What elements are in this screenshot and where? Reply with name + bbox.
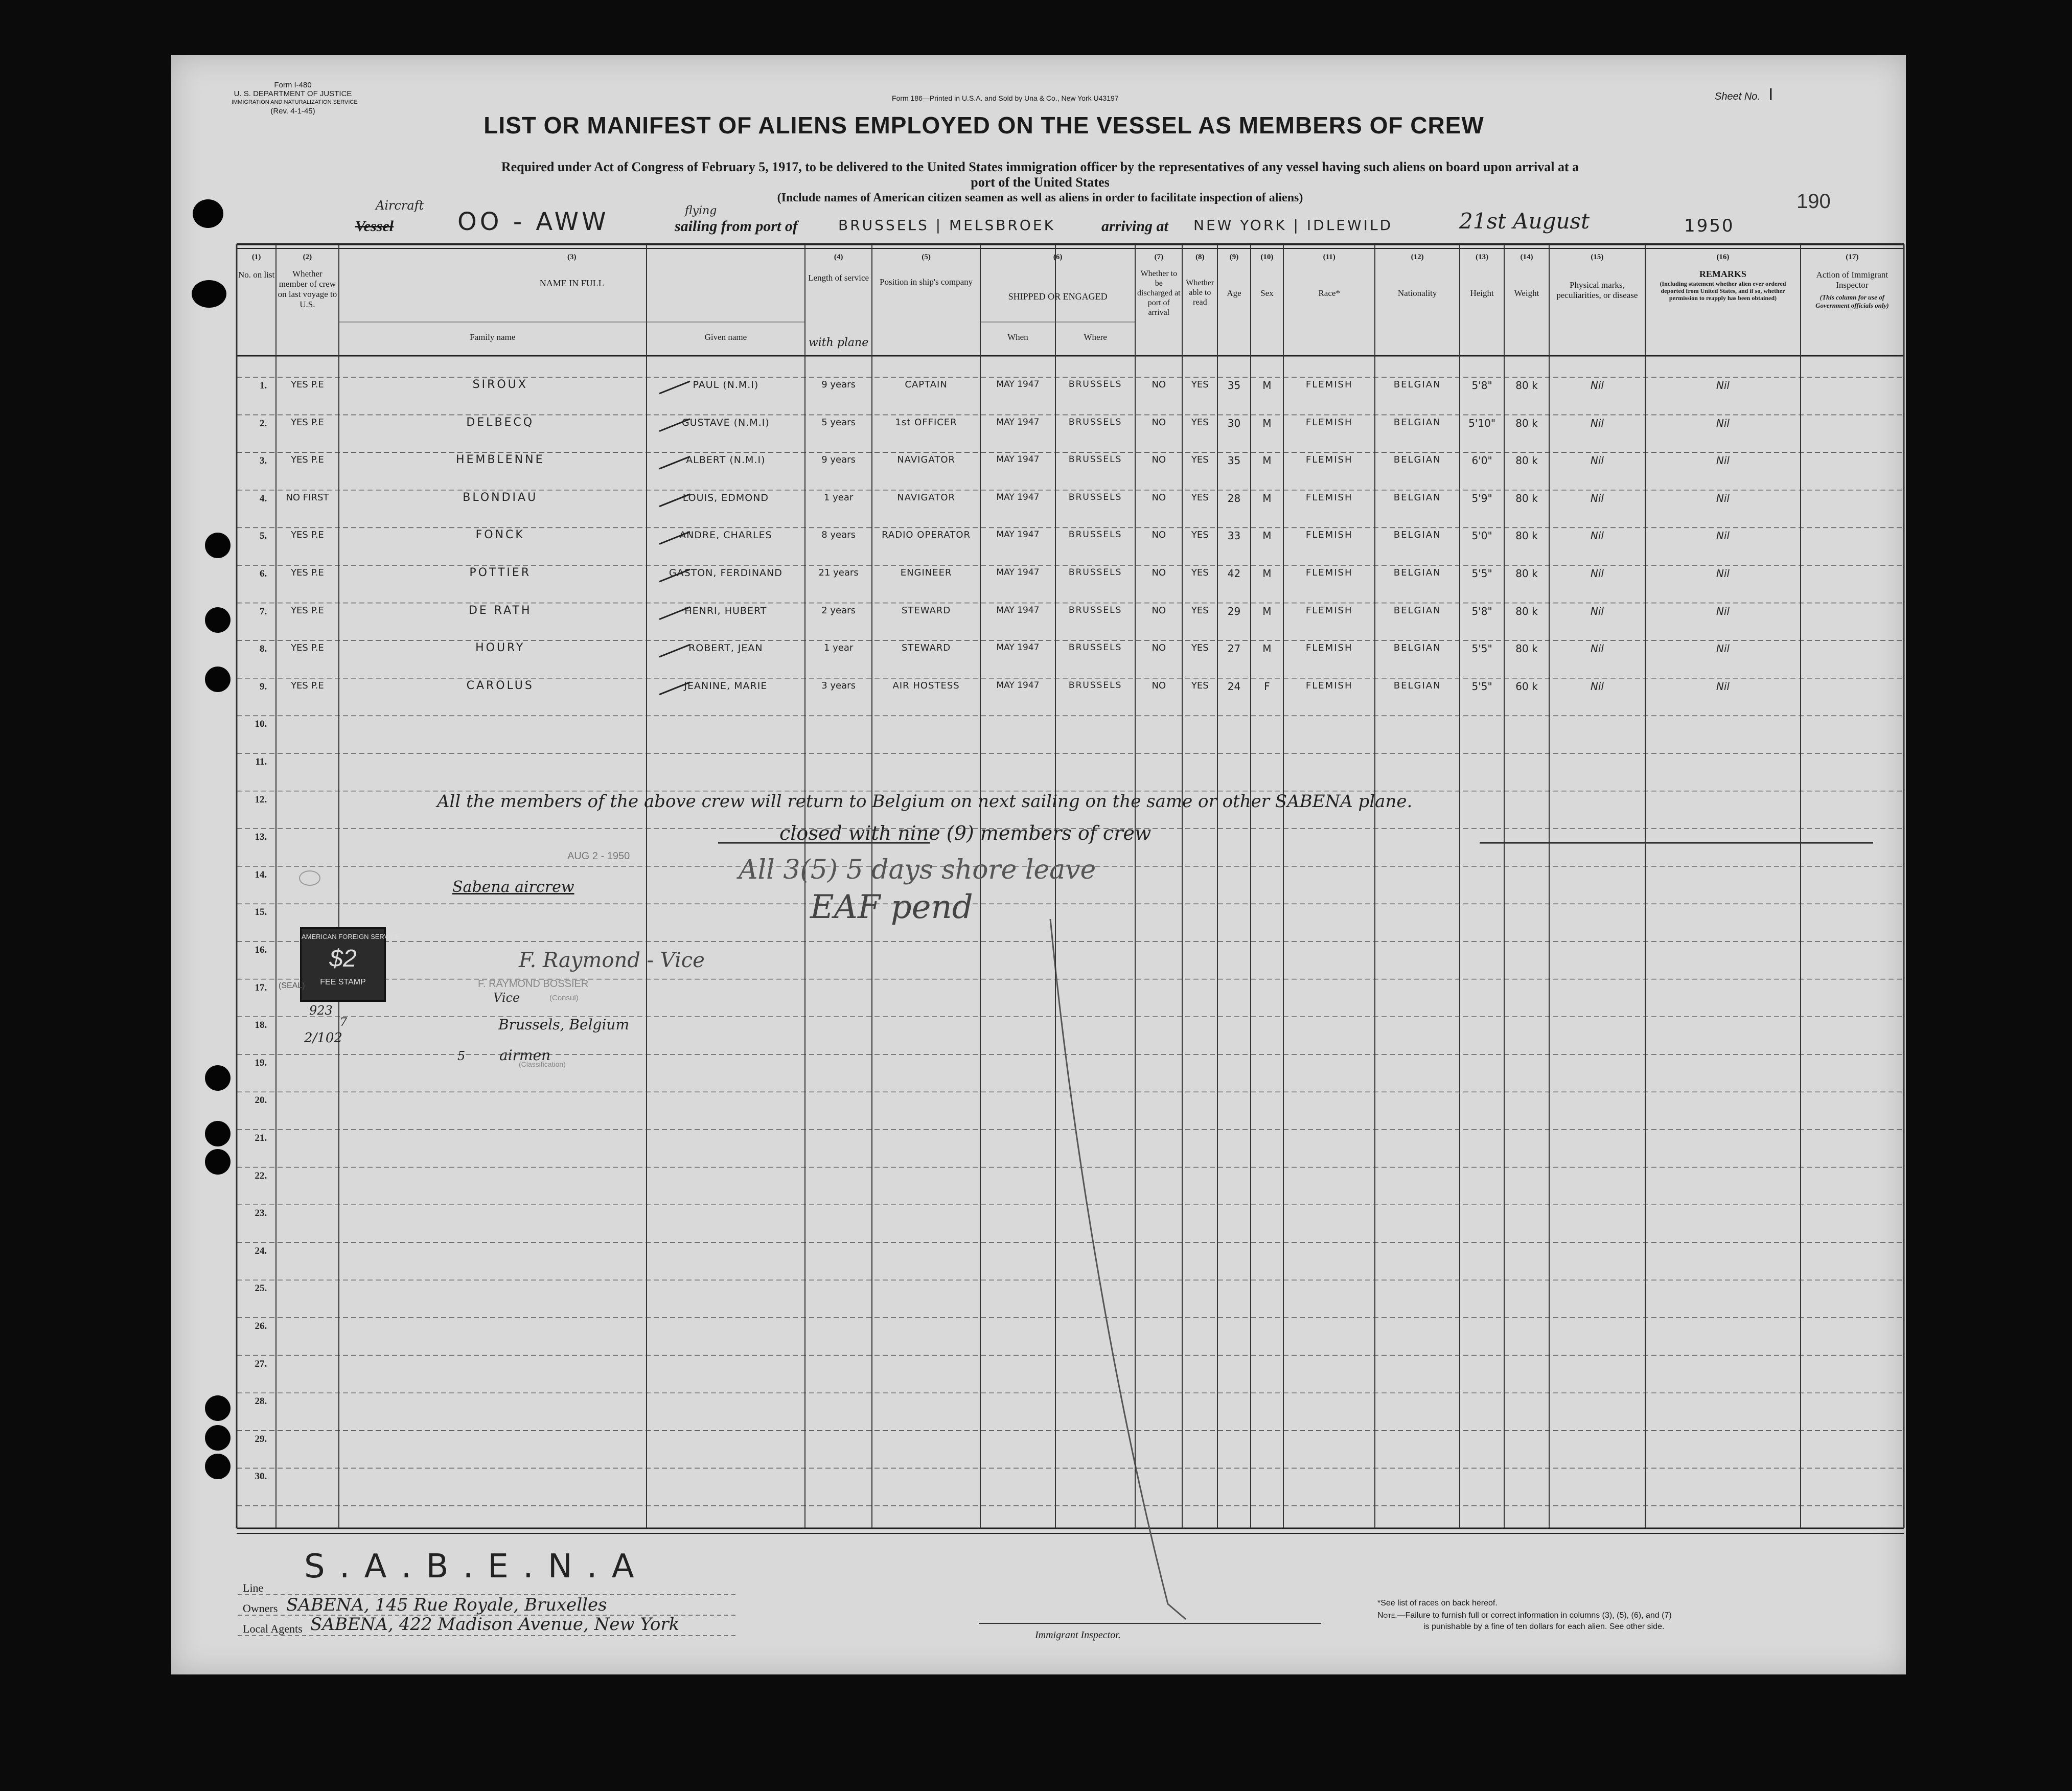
cell-race: FLEMISH [1305, 492, 1353, 503]
cell-age: 35 [1227, 454, 1241, 467]
cell-remarks: Nil [1716, 454, 1730, 467]
cell-length-service: 8 years [821, 530, 856, 541]
cell-nationality: BELGIAN [1393, 567, 1441, 578]
row-number: 23. [255, 1208, 267, 1219]
cell-race: FLEMISH [1305, 454, 1353, 466]
page-title: LIST OR MANIFEST OF ALIENS EMPLOYED ON THE VESSEL AS MEMBERS OF CREW [484, 112, 1484, 139]
cell-last-voyage: YES P.E [291, 379, 324, 390]
punch-hole [205, 1121, 231, 1146]
cell-last-voyage: YES P.E [291, 605, 324, 616]
cell-age: 30 [1227, 417, 1241, 429]
cell-given-name: GUSTAVE (N.M.I) [682, 417, 770, 428]
cell-physical-marks: Nil [1590, 567, 1604, 580]
column-number: (16) [1716, 253, 1730, 261]
cell-able-read: YES [1191, 680, 1209, 691]
cell-family-name: HOURY [475, 641, 525, 655]
cell-when: MAY 1947 [996, 567, 1040, 578]
cell-height: 5'10" [1468, 417, 1496, 429]
cell-race: FLEMISH [1305, 680, 1353, 691]
cell-weight: 80 k [1515, 379, 1538, 392]
cell-weight: 80 k [1515, 567, 1538, 580]
column-number: (13) [1476, 253, 1489, 261]
cell-physical-marks: Nil [1590, 530, 1604, 542]
cell-length-service: 1 year [823, 492, 854, 503]
col-discharged: Whether to be discharged at port of arrival [1137, 269, 1181, 317]
column-number: (7) [1154, 253, 1164, 261]
cell-nationality: BELGIAN [1393, 492, 1441, 503]
cell-age: 29 [1227, 605, 1241, 617]
col-race: Race* [1318, 288, 1340, 298]
col-sex: Sex [1260, 288, 1274, 298]
arriving-value: NEW YORK | IDLEWILD [1193, 217, 1393, 234]
cell-able-read: YES [1191, 454, 1209, 466]
cell-race: FLEMISH [1305, 567, 1353, 578]
cell-discharged: NO [1152, 454, 1166, 466]
airmen-count: 5 [457, 1049, 466, 1063]
cell-given-name: ANDRE, CHARLES [679, 530, 772, 541]
cell-sex: M [1262, 642, 1272, 655]
cell-discharged: NO [1152, 642, 1166, 654]
cell-family-name: CAROLUS [466, 679, 534, 692]
row-number: 25. [255, 1283, 267, 1294]
pencil-stroke [1050, 919, 1186, 1619]
cell-last-voyage: YES P.E [291, 417, 324, 428]
row-number: 18. [255, 1020, 267, 1031]
punch-hole [205, 533, 231, 558]
cell-weight: 80 k [1515, 642, 1538, 655]
cell-position: ENGINEER [900, 567, 952, 578]
fee-number-3: 2/102 [304, 1030, 342, 1046]
cell-family-name: BLONDIAU [463, 491, 538, 504]
row-number: 11. [255, 756, 267, 767]
cell-sex: M [1262, 492, 1272, 504]
form-revision: (Rev. 4-1-45) [270, 107, 315, 116]
cell-age: 35 [1227, 379, 1241, 392]
cell-able-read: YES [1191, 530, 1209, 541]
note-label: Note. [1377, 1611, 1397, 1620]
include-note: (Include names of American citizen seamen as well as aliens in order to facilitate inspection of aliens) [777, 191, 1303, 204]
cell-remarks: Nil [1716, 605, 1730, 617]
dept-line-1: U. S. DEPARTMENT OF JUSTICE [234, 89, 352, 98]
cell-height: 5'8" [1471, 605, 1492, 617]
cell-physical-marks: Nil [1590, 680, 1604, 693]
cell-where: BRUSSELS [1068, 605, 1122, 615]
cell-race: FLEMISH [1305, 605, 1353, 616]
cell-discharged: NO [1152, 417, 1166, 428]
col-physical-marks: Physical marks, peculiarities, or disease [1556, 280, 1638, 300]
col-weight: Weight [1514, 288, 1539, 298]
cell-weight: 80 k [1515, 530, 1538, 542]
cell-remarks: Nil [1716, 379, 1730, 392]
punch-hole [205, 1395, 231, 1421]
cell-remarks: Nil [1716, 567, 1730, 580]
cell-where: BRUSSELS [1068, 379, 1122, 389]
col-given-name: Given name [704, 332, 747, 342]
column-number: (11) [1323, 253, 1336, 261]
punch-hole [205, 1425, 231, 1451]
col-remarks-note: (Including statement whether alien ever ordered deported from United States, and if so, whether permission to reapply has been obtained) [1660, 280, 1786, 302]
cell-height: 5'5" [1471, 642, 1492, 655]
cell-nationality: BELGIAN [1393, 680, 1441, 691]
cell-position: 1st OFFICER [895, 417, 957, 428]
row-number: 22. [255, 1170, 267, 1181]
cell-when: MAY 1947 [996, 492, 1040, 502]
row-number: 13. [255, 832, 267, 843]
row-number: 14. [255, 869, 267, 880]
cell-physical-marks: Nil [1590, 454, 1604, 467]
cell-sex: F [1264, 680, 1270, 693]
cell-position: AIR HOSTESS [892, 680, 960, 691]
cell-when: MAY 1947 [996, 454, 1040, 465]
cell-physical-marks: Nil [1590, 492, 1604, 504]
cell-where: BRUSSELS [1068, 567, 1122, 578]
cell-position: NAVIGATOR [897, 454, 956, 466]
line-label: Line [243, 1581, 264, 1594]
col-inspector-note: (This column for use of Government officials only) [1815, 293, 1889, 309]
row-number: 4. [260, 493, 267, 504]
cell-remarks: Nil [1716, 642, 1730, 655]
cell-nationality: BELGIAN [1393, 530, 1441, 541]
cell-remarks: Nil [1716, 417, 1730, 429]
cell-sex: M [1262, 454, 1272, 467]
col-shipped-engaged: SHIPPED OR ENGAGED [1008, 291, 1108, 302]
seal-circle [299, 870, 320, 886]
cell-family-name: SIROUX [472, 378, 528, 391]
cell-position: NAVIGATOR [897, 492, 956, 503]
sailing-label: sailing from port of [675, 218, 798, 235]
row-number: 7. [260, 606, 267, 617]
manifest-sheet [171, 55, 1906, 1674]
row-number: 8. [260, 644, 267, 655]
punch-hole [205, 1454, 231, 1479]
agents-value: SABENA, 422 Madison Avenue, New York [310, 1614, 680, 1635]
cell-where: BRUSSELS [1068, 530, 1122, 540]
cell-given-name: LOUIS, EDMOND [682, 492, 769, 503]
year-value: 1950 [1684, 216, 1735, 236]
column-number: (12) [1411, 253, 1424, 261]
dept-line-2: IMMIGRATION AND NATURALIZATION SERVICE [232, 99, 358, 105]
inspector-label: Immigrant Inspector. [1035, 1629, 1121, 1641]
cell-discharged: NO [1152, 379, 1166, 390]
cell-last-voyage: YES P.E [291, 567, 324, 578]
cell-weight: 80 k [1515, 605, 1538, 617]
cell-family-name: DE RATH [468, 604, 532, 617]
col-position: Position in ship's company [880, 277, 973, 287]
cell-race: FLEMISH [1305, 417, 1353, 428]
row-number: 9. [260, 681, 267, 692]
column-number: (6) [1053, 253, 1063, 261]
column-number: (5) [922, 253, 931, 261]
required-line-2: port of the United States [971, 175, 1110, 190]
col-age: Age [1227, 288, 1241, 298]
cell-last-voyage: YES P.E [291, 454, 324, 466]
vice-label: Vice [493, 991, 520, 1005]
row-number: 20. [255, 1095, 267, 1106]
cell-remarks: Nil [1716, 680, 1730, 693]
cell-given-name: HENRI, HUBERT [684, 605, 767, 616]
sabena-aircrew: Sabena aircrew [452, 878, 574, 896]
row-number: 28. [255, 1396, 267, 1407]
cell-weight: 80 k [1515, 417, 1538, 429]
punch-hole [205, 1149, 231, 1175]
cell-position: CAPTAIN [905, 379, 948, 390]
cell-length-service: 9 years [821, 454, 856, 466]
owners-label: Owners [243, 1602, 278, 1615]
col-height: Height [1470, 288, 1494, 298]
cell-discharged: NO [1152, 567, 1166, 578]
row-number: 26. [255, 1321, 267, 1331]
fee-stamp-bottom: FEE STAMP [320, 978, 366, 986]
cell-position: STEWARD [901, 605, 951, 616]
cell-physical-marks: Nil [1590, 417, 1604, 429]
cell-height: 5'5" [1471, 567, 1492, 580]
fee-stamp-top: AMERICAN FOREIGN SERVICE [302, 933, 400, 940]
row-number: 19. [255, 1057, 267, 1068]
fee-stamp [300, 927, 400, 1002]
col-remarks: REMARKS [1699, 269, 1746, 279]
cell-height: 5'8" [1471, 379, 1492, 392]
cell-last-voyage: YES P.E [291, 530, 324, 541]
cell-sex: M [1262, 530, 1272, 542]
cell-age: 42 [1227, 567, 1241, 580]
fee-stamp-value: $2 [329, 945, 357, 972]
consul-signature: F. Raymond - Vice [519, 949, 705, 972]
cell-weight: 80 k [1515, 454, 1538, 467]
cell-race: FLEMISH [1305, 530, 1353, 541]
cell-sex: M [1262, 417, 1272, 429]
cell-where: BRUSSELS [1068, 642, 1122, 653]
punch-hole [192, 280, 226, 308]
punch-hole [205, 1065, 231, 1091]
column-number: (2) [303, 253, 312, 261]
col-inspector-action: Action of Immigrant Inspector [1816, 270, 1889, 290]
col-nationality: Nationality [1397, 288, 1437, 298]
page-number: 190 [1797, 190, 1831, 213]
city-label: Brussels, Belgium [498, 1016, 629, 1033]
cell-race: FLEMISH [1305, 379, 1353, 390]
cell-discharged: NO [1152, 492, 1166, 503]
stamp-date: AUG 2 - 1950 [567, 851, 630, 862]
row-number: 2. [260, 418, 267, 429]
note-text-2: is punishable by a fine of ten dollars for each alien. See other side. [1423, 1622, 1665, 1631]
fee-number-1: 923 [309, 1003, 333, 1018]
cell-sex: M [1262, 605, 1272, 617]
cell-able-read: YES [1191, 379, 1209, 390]
cell-when: MAY 1947 [996, 680, 1040, 691]
cell-nationality: BELGIAN [1393, 605, 1441, 616]
cell-given-name: JEANINE, MARIE [684, 680, 768, 692]
cell-nationality: BELGIAN [1393, 642, 1441, 654]
cell-remarks: Nil [1716, 530, 1730, 542]
row-number: 15. [255, 907, 267, 918]
cell-position: RADIO OPERATOR [882, 530, 971, 541]
cell-length-service: 2 years [821, 605, 856, 616]
consul-label: (Consul) [549, 994, 579, 1002]
punch-hole [205, 667, 231, 692]
cell-able-read: YES [1191, 642, 1209, 654]
cell-when: MAY 1947 [996, 605, 1040, 615]
seal-label: (SEAL) [279, 981, 305, 990]
cell-age: 33 [1227, 530, 1241, 542]
cell-able-read: YES [1191, 605, 1209, 616]
cell-physical-marks: Nil [1590, 379, 1604, 392]
col-where: Where [1084, 332, 1107, 342]
col-name-in-full: NAME IN FULL [539, 278, 604, 288]
row-number: 17. [255, 982, 267, 993]
col-when: When [1007, 332, 1028, 342]
column-number: (1) [251, 253, 261, 261]
column-number: (9) [1229, 253, 1239, 261]
agents-label: Local Agents [243, 1622, 303, 1635]
classification-label: (Classification) [519, 1060, 566, 1068]
cell-where: BRUSSELS [1068, 492, 1122, 502]
cell-remarks: Nil [1716, 492, 1730, 504]
cell-given-name: ALBERT (N.M.I) [686, 454, 766, 466]
owners-value: SABENA, 145 Rue Royale, Bruxelles [286, 1595, 607, 1615]
punch-hole [193, 199, 223, 228]
cell-where: BRUSSELS [1068, 680, 1122, 691]
date-value: 21st August [1459, 209, 1590, 234]
cell-sex: M [1262, 379, 1272, 392]
cell-discharged: NO [1152, 605, 1166, 616]
fee-number-2: 7 [340, 1016, 347, 1029]
cell-last-voyage: YES P.E [291, 680, 324, 691]
consul-name: F. RAYMOND BOSSIER [478, 978, 589, 990]
cell-race: FLEMISH [1305, 642, 1353, 654]
column-number: (15) [1591, 253, 1604, 261]
from-port-value: BRUSSELS | MELSBROEK [838, 217, 1055, 234]
sheet-number-value: I [1768, 85, 1774, 104]
arriving-label: arriving at [1101, 218, 1168, 235]
row-number: 1. [260, 380, 267, 391]
row-number: 27. [255, 1358, 267, 1369]
cell-family-name: POTTIER [469, 566, 532, 579]
closed-note: closed with nine (9) members of crew [779, 822, 1152, 844]
airmen-label: airmen [499, 1047, 551, 1064]
cell-height: 5'5" [1471, 680, 1492, 693]
note-text-1: —Failure to furnish full or correct information in columns (3), (5), (6), and (7) [1397, 1611, 1672, 1620]
row-number: 24. [255, 1245, 267, 1256]
sheet-number-label: Sheet No. [1715, 91, 1760, 102]
row-number: 30. [255, 1471, 267, 1482]
races-note: *See list of races on back hereof. [1377, 1599, 1498, 1608]
cell-weight: 80 k [1515, 492, 1538, 504]
row-number: 5. [260, 531, 267, 542]
cell-given-name: ROBERT, JEAN [688, 642, 763, 654]
return-note: All the members of the above crew will return to Belgium on next sailing on the same or other SABENA plane. [437, 791, 1413, 812]
line-value: S . A . B . E . N . A [304, 1548, 636, 1586]
cell-age: 28 [1227, 492, 1241, 504]
column-number: (3) [567, 253, 577, 261]
cell-nationality: BELGIAN [1393, 417, 1441, 428]
cell-nationality: BELGIAN [1393, 379, 1441, 390]
cell-family-name: FONCK [475, 529, 525, 542]
cell-last-voyage: NO FIRST [286, 492, 329, 503]
cell-height: 6'0" [1471, 454, 1492, 467]
row-number: 16. [255, 945, 267, 955]
cell-discharged: NO [1152, 680, 1166, 691]
cell-able-read: YES [1191, 567, 1209, 578]
col-no-on-list: No. on list [238, 270, 275, 280]
row-number: 21. [255, 1133, 267, 1143]
cell-able-read: YES [1191, 417, 1209, 428]
cell-when: MAY 1947 [996, 417, 1040, 427]
col-family-name: Family name [470, 332, 516, 342]
cell-sex: M [1262, 567, 1272, 580]
cell-when: MAY 1947 [996, 379, 1040, 389]
cell-age: 27 [1227, 642, 1241, 655]
punch-hole [205, 607, 231, 633]
row-number: 3. [260, 455, 267, 467]
flying-note: flying [685, 204, 717, 217]
aircraft-note: Aircraft [376, 198, 424, 213]
cell-where: BRUSSELS [1068, 417, 1122, 427]
cell-height: 5'9" [1471, 492, 1492, 504]
column-number: (14) [1520, 253, 1533, 261]
cell-family-name: DELBECQ [466, 416, 535, 429]
cell-able-read: YES [1191, 492, 1209, 503]
cell-length-service: 3 years [821, 680, 856, 691]
column-number: (10) [1260, 253, 1274, 261]
cell-physical-marks: Nil [1590, 642, 1604, 655]
col-with-plane-note: with plane [808, 336, 869, 349]
cell-weight: 60 k [1515, 680, 1538, 693]
vessel-value: OO - AWW [457, 208, 609, 236]
cell-physical-marks: Nil [1590, 605, 1604, 617]
cell-given-name: PAUL (N.M.I) [693, 379, 759, 391]
column-number: (17) [1846, 253, 1859, 261]
shore-leave-note: All 3(5) 5 days shore leave [739, 855, 1096, 885]
required-line-1: Required under Act of Congress of February 5, 1917, to be delivered to the United States immigration officer by the representatives of any vessel having such aliens on board upon arrival at a [501, 159, 1579, 174]
cell-where: BRUSSELS [1068, 454, 1122, 465]
cell-when: MAY 1947 [996, 530, 1040, 540]
cell-age: 24 [1227, 680, 1241, 693]
cell-length-service: 21 years [818, 567, 859, 578]
row-number: 10. [255, 719, 267, 730]
cell-height: 5'0" [1471, 530, 1492, 542]
cell-nationality: BELGIAN [1393, 454, 1441, 466]
column-number: (8) [1195, 253, 1205, 261]
cell-length-service: 5 years [821, 417, 856, 428]
column-number: (4) [834, 253, 843, 261]
row-number: 12. [255, 794, 267, 805]
cell-length-service: 1 year [823, 642, 854, 654]
vessel-label: Vessel [355, 218, 394, 235]
inspector-initials: EAF pend [810, 888, 973, 926]
cell-position: STEWARD [901, 642, 951, 654]
cell-last-voyage: YES P.E [291, 642, 324, 654]
cell-discharged: NO [1152, 530, 1166, 541]
cell-given-name: GASTON, FERDINAND [669, 567, 782, 579]
cell-family-name: HEMBLENNE [455, 453, 545, 467]
col-able-read: Whether able to read [1186, 279, 1214, 307]
cell-when: MAY 1947 [996, 642, 1040, 653]
printer-line: Form 186—Printed in U.S.A. and Sold by Una & Co., New York U43197 [892, 94, 1119, 102]
col-last-voyage: Whether member of crew on last voyage to U.S. [278, 269, 337, 309]
col-length-service: Length of service [808, 273, 869, 283]
note-text [1377, 1611, 1672, 1620]
cell-length-service: 9 years [821, 379, 856, 390]
row-number: 6. [260, 568, 267, 579]
row-number: 29. [255, 1433, 267, 1444]
form-number: Form I-480 [274, 81, 312, 89]
